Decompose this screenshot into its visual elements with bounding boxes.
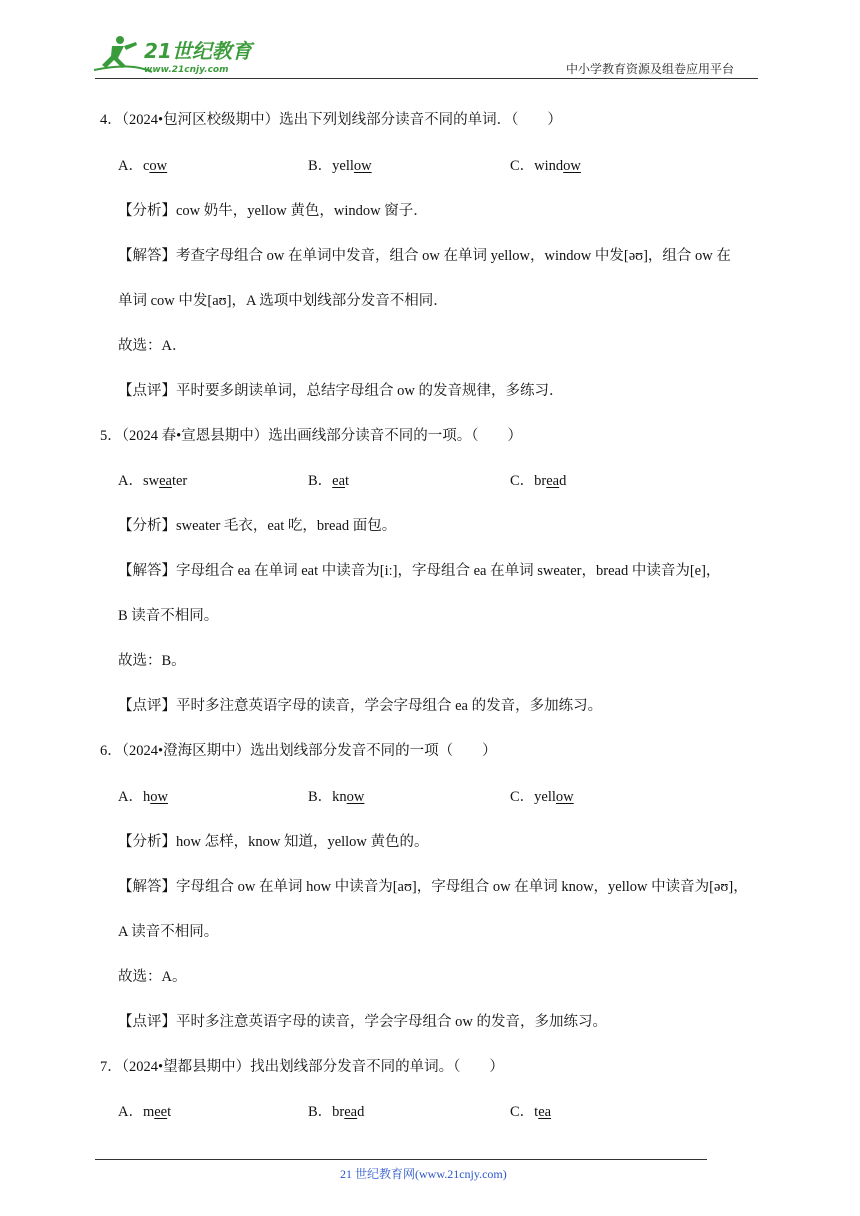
option-b: B．bread bbox=[308, 1104, 365, 1120]
option-a: A．sweater bbox=[118, 473, 188, 489]
option-b: B．yellow bbox=[308, 158, 372, 174]
option-a: A．cow bbox=[118, 158, 168, 174]
option-a: A．how bbox=[118, 789, 168, 805]
site-logo bbox=[92, 32, 262, 78]
comment-text: 【点评】平时要多朗读单词，总结字母组合 ow 的发音规律，多练习． bbox=[118, 383, 564, 399]
answer-text: 【解答】字母组合 ea 在单词 eat 中读音为[iː]，字母组合 ea 在单词 sweater，bread 中读音为[e]， bbox=[118, 563, 721, 579]
question-stem: 4．（2024•包河区校级期中）选出下列划线部分读音不同的单词．（ ） bbox=[100, 112, 562, 128]
option-c: C．window bbox=[510, 158, 581, 174]
footer-divider bbox=[95, 1159, 707, 1160]
analysis-text: 【分析】how 怎样，know 知道，yellow 黄色的。 bbox=[118, 834, 429, 850]
logo-url: www.21cnjy.com bbox=[144, 65, 229, 75]
comment-text: 【点评】平时多注意英语字母的读音，学会字母组合 ea 的发音，多加练习。 bbox=[118, 698, 603, 714]
choice-text: 故选：A。 bbox=[118, 969, 187, 985]
answer-text: 【解答】考查字母组合 ow 在单词中发音，组合 ow 在单词 yellow，window 中发[əʊ]，组合 ow 在 bbox=[118, 248, 731, 264]
analysis-text: 【分析】cow 奶牛，yellow 黄色，window 窗子． bbox=[118, 203, 428, 219]
option-b: B．know bbox=[308, 789, 365, 805]
footer-link[interactable]: 21 世纪教育网(www.21cnjy.com) bbox=[340, 1167, 507, 1181]
choice-text: 故选：A． bbox=[118, 338, 187, 354]
logo-text: 21世纪教育 bbox=[144, 39, 252, 63]
option-c: C．bread bbox=[510, 473, 567, 489]
platform-name: 中小学教育资源及组卷应用平台 bbox=[566, 62, 735, 76]
question-stem: 5．（2024 春•宣恩县期中）选出画线部分读音不同的一项。（ ） bbox=[100, 428, 522, 444]
choice-text: 故选：B。 bbox=[118, 653, 186, 669]
option-c: C．tea bbox=[510, 1104, 552, 1120]
answer-text-cont: 单词 cow 中发[aʊ]，A 选项中划线部分发音不相同． bbox=[118, 293, 448, 309]
answer-text: 【解答】字母组合 ow 在单词 how 中读音为[aʊ]，字母组合 ow 在单词 know，yellow 中读音为[əʊ]， bbox=[118, 879, 748, 895]
option-c: C．yellow bbox=[510, 789, 574, 805]
question-stem: 6．（2024•澄海区期中）选出划线部分发音不同的一项（ ） bbox=[100, 743, 497, 759]
answer-text-cont: A 读音不相同。 bbox=[118, 924, 219, 940]
option-a: A．meet bbox=[118, 1104, 172, 1120]
question-stem: 7．（2024•望都县期中）找出划线部分发音不同的单词。（ ） bbox=[100, 1059, 504, 1075]
comment-text: 【点评】平时多注意英语字母的读音，学会字母组合 ow 的发音，多加练习。 bbox=[118, 1014, 607, 1030]
analysis-text: 【分析】sweater 毛衣，eat 吃，bread 面包。 bbox=[118, 518, 397, 534]
option-b: B．eat bbox=[308, 473, 350, 489]
answer-text-cont: B 读音不相同。 bbox=[118, 608, 219, 624]
header-divider bbox=[95, 78, 758, 79]
